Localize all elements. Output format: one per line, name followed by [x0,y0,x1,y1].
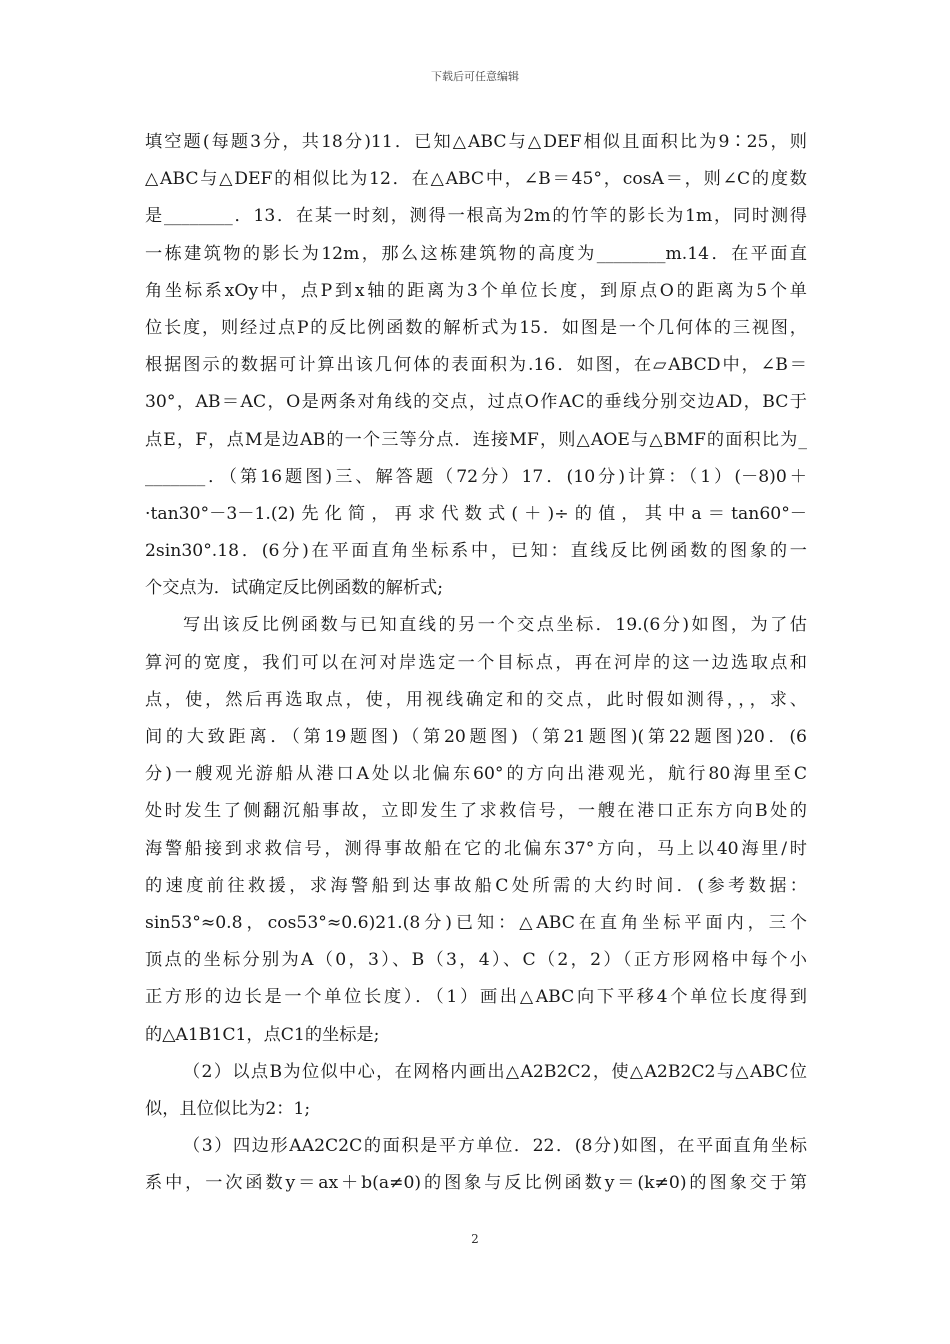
body-line: 似，且位似比为2：1; [145,1098,311,1119]
body-line: _______．（第16题图)三、解答题（72分）17．(10分)计算：（1）(－8)0＋ [145,466,807,487]
body-line: 点，使，然后再选取点，使，用视线确定和的交点，此时假如测得，，，求、 [145,689,807,710]
body-line: 海警船接到求救信号，测得事故船在它的北偏东37°方向，马上以40海里/时 [145,838,807,859]
body-line: （3）四边形AA2C2C的面积是平方单位．22．(8分)如图，在平面直角坐标 [183,1136,807,1157]
body-line: 角坐标系xOy中，点P到x轴的距离为3个单位长度，到原点O的距离为5个单 [145,280,807,301]
body-line: 间的大致距离．（第19题图)（第20题图)（第21题图)(第22题图)20．(6 [145,727,807,747]
body-line: ·tan30°－3－1.(2)先化简，再求代数式(＋)÷的值，其中a＝tan60°－ [145,503,807,524]
body-line: △ABC与△DEF的相似比为12．在△ABC中，∠B＝45°，cosA＝，则∠C的度数 [145,169,807,190]
page-number: 2 [471,1232,479,1246]
body-line: 根据图示的数据可计算出该几何体的表面积为.16．如图，在▱ABCD中，∠B＝ [145,355,807,376]
body-line: 一栋建筑物的影长为12m，那么这栋建筑物的高度为________m.14．在平面直 [145,243,807,264]
body-line: 位长度，则经过点P的反比例函数的解析式为15．如图是一个几何体的三视图， [145,317,807,338]
body-line: 个交点为．试确定反比例函数的解析式; [145,578,443,599]
body-line: （2）以点B为位似中心，在网格内画出△A2B2C2，使△A2B2C2与△ABC位 [183,1061,807,1082]
body-line: 填空题(每题3分，共18分)11．已知△ABC与△DEF相似且面积比为9∶25，则 [145,132,807,152]
body-line: 是________．13．在某一时刻，测得一根高为2m的竹竿的影长为1m，同时测得 [145,206,807,227]
body-line: 30°，AB＝AC，O是两条对角线的交点，过点O作AC的垂线分别交边AD，BC于 [145,392,807,413]
body-line: 写出该反比例函数与已知直线的另一个交点坐标．19.(6分)如图，为了估 [183,615,807,636]
body-line: 顶点的坐标分别为A（0，3）、B（3，4）、C（2，2）（正方形网格中每个小 [145,950,807,971]
document-body [145,124,807,1202]
body-line: 正方形的边长是一个单位长度）．（1）画出△ABC向下平移4个单位长度得到 [145,987,807,1008]
body-line: 算河的宽度，我们可以在河对岸选定一个目标点，再在河岸的这一边选取点和 [145,652,807,673]
page-header: 下载后可任意编辑 [431,70,519,83]
body-line: 分)一艘观光游船从港口A处以北偏东60°的方向出港观光，航行80海里至C [145,764,807,785]
body-line: 的△A1B1C1，点C1的坐标是; [145,1024,380,1045]
body-line: 处时发生了侧翻沉船事故，立即发生了求救信号，一艘在港口正东方向B处的 [145,801,807,822]
body-line: sin53°≈0.8，cos53°≈0.6)21.(8分)已知：△ABC在直角坐标平面内，三个 [145,912,807,933]
body-line: 2sin30°.18．(6分)在平面直角坐标系中，已知：直线反比例函数的图象的一 [145,541,807,562]
body-line: 系中，一次函数y＝ax＋b(a≠0)的图象与反比例函数y＝(k≠0)的图象交于第 [145,1173,807,1194]
body-line: 点E，F，点M是边AB的一个三等分点．连接MF，则△AOE与△BMF的面积比为_ [145,429,807,450]
body-line: 的速度前往救援，求海警船到达事故船C处所需的大约时间．(参考数据： [145,875,807,896]
